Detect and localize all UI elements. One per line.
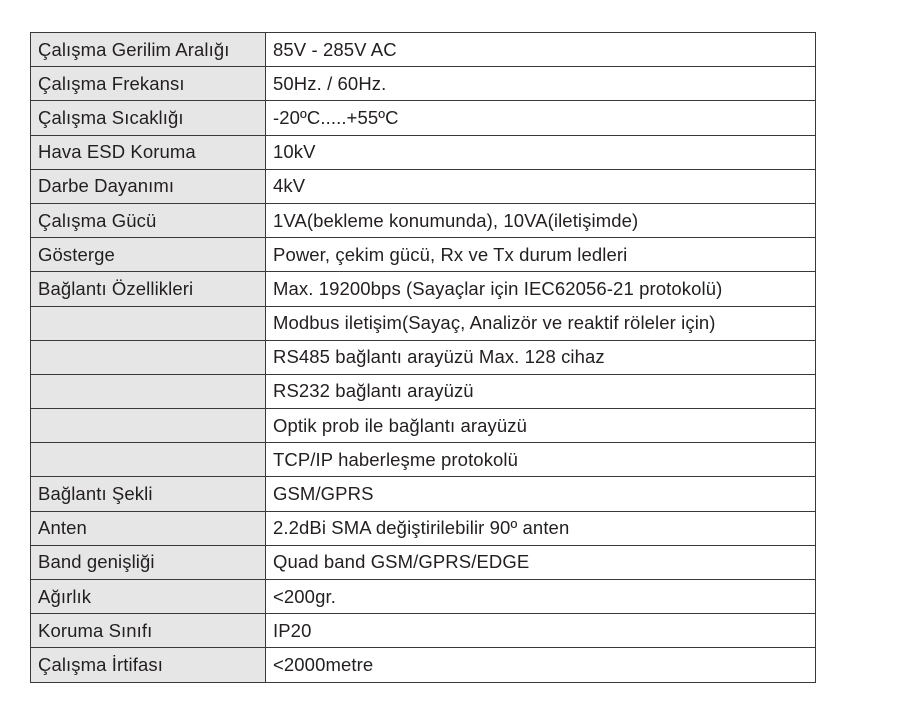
spec-label-cell — [31, 409, 266, 443]
table-row — [31, 67, 816, 101]
spec-label-cell — [31, 306, 266, 340]
spec-label-cell: Koruma Sınıfı — [31, 614, 266, 648]
spec-value-cell: 50Hz. / 60Hz. — [266, 67, 816, 101]
spec-label-cell: Çalışma Sıcaklığı — [31, 101, 266, 135]
spec-label-cell: Çalışma Gerilim Aralığı — [31, 33, 266, 67]
spec-value-cell: 4kV — [266, 169, 816, 203]
spec-value-cell: RS232 bağlantı arayüzü — [266, 374, 816, 408]
spec-value-cell: Optik prob ile bağlantı arayüzü — [266, 409, 816, 443]
table-row — [31, 477, 816, 511]
spec-label-cell: Darbe Dayanımı — [31, 169, 266, 203]
spec-value-cell: 2.2dBi SMA değiştirilebilir 90º anten — [266, 511, 816, 545]
spec-label-cell: Çalışma Gücü — [31, 203, 266, 237]
spec-label-cell: Band genişliği — [31, 545, 266, 579]
spec-value-cell: TCP/IP haberleşme protokolü — [266, 443, 816, 477]
spec-label-cell: Anten — [31, 511, 266, 545]
table-row — [31, 614, 816, 648]
spec-label-cell: Çalışma İrtifası — [31, 648, 266, 682]
spec-value-cell: Power, çekim gücü, Rx ve Tx durum ledleri — [266, 238, 816, 272]
spec-label-cell — [31, 374, 266, 408]
spec-label-cell: Hava ESD Koruma — [31, 135, 266, 169]
spec-table-body — [31, 33, 816, 683]
table-row — [31, 374, 816, 408]
table-row — [31, 272, 816, 306]
table-row — [31, 443, 816, 477]
table-row — [31, 409, 816, 443]
spec-value-cell: Max. 19200bps (Sayaçlar için IEC62056-21 protokolü) — [266, 272, 816, 306]
spec-value-cell: 1VA(bekleme konumunda), 10VA(iletişimde) — [266, 203, 816, 237]
spec-value-cell: Modbus iletişim(Sayaç, Analizör ve reaktif röleler için) — [266, 306, 816, 340]
table-row — [31, 648, 816, 682]
table-row — [31, 169, 816, 203]
spec-value-cell: IP20 — [266, 614, 816, 648]
table-row — [31, 580, 816, 614]
spec-value-cell: RS485 bağlantı arayüzü Max. 128 cihaz — [266, 340, 816, 374]
spec-label-cell: Çalışma Frekansı — [31, 67, 266, 101]
table-row — [31, 306, 816, 340]
spec-label-cell: Ağırlık — [31, 580, 266, 614]
table-row — [31, 101, 816, 135]
spec-value-cell: 85V - 285V AC — [266, 33, 816, 67]
spec-table — [30, 32, 816, 683]
table-row — [31, 203, 816, 237]
spec-label-cell — [31, 340, 266, 374]
spec-value-cell: Quad band GSM/GPRS/EDGE — [266, 545, 816, 579]
spec-label-cell — [31, 443, 266, 477]
spec-label-cell: Bağlantı Özellikleri — [31, 272, 266, 306]
table-row — [31, 511, 816, 545]
table-row — [31, 33, 816, 67]
spec-label-cell: Bağlantı Şekli — [31, 477, 266, 511]
table-row — [31, 340, 816, 374]
spec-value-cell: -20ºC.....+55ºC — [266, 101, 816, 135]
spec-value-cell: <2000metre — [266, 648, 816, 682]
spec-label-cell: Gösterge — [31, 238, 266, 272]
table-row — [31, 545, 816, 579]
spec-value-cell: <200gr. — [266, 580, 816, 614]
table-row — [31, 135, 816, 169]
spec-value-cell: GSM/GPRS — [266, 477, 816, 511]
table-row — [31, 238, 816, 272]
spec-value-cell: 10kV — [266, 135, 816, 169]
